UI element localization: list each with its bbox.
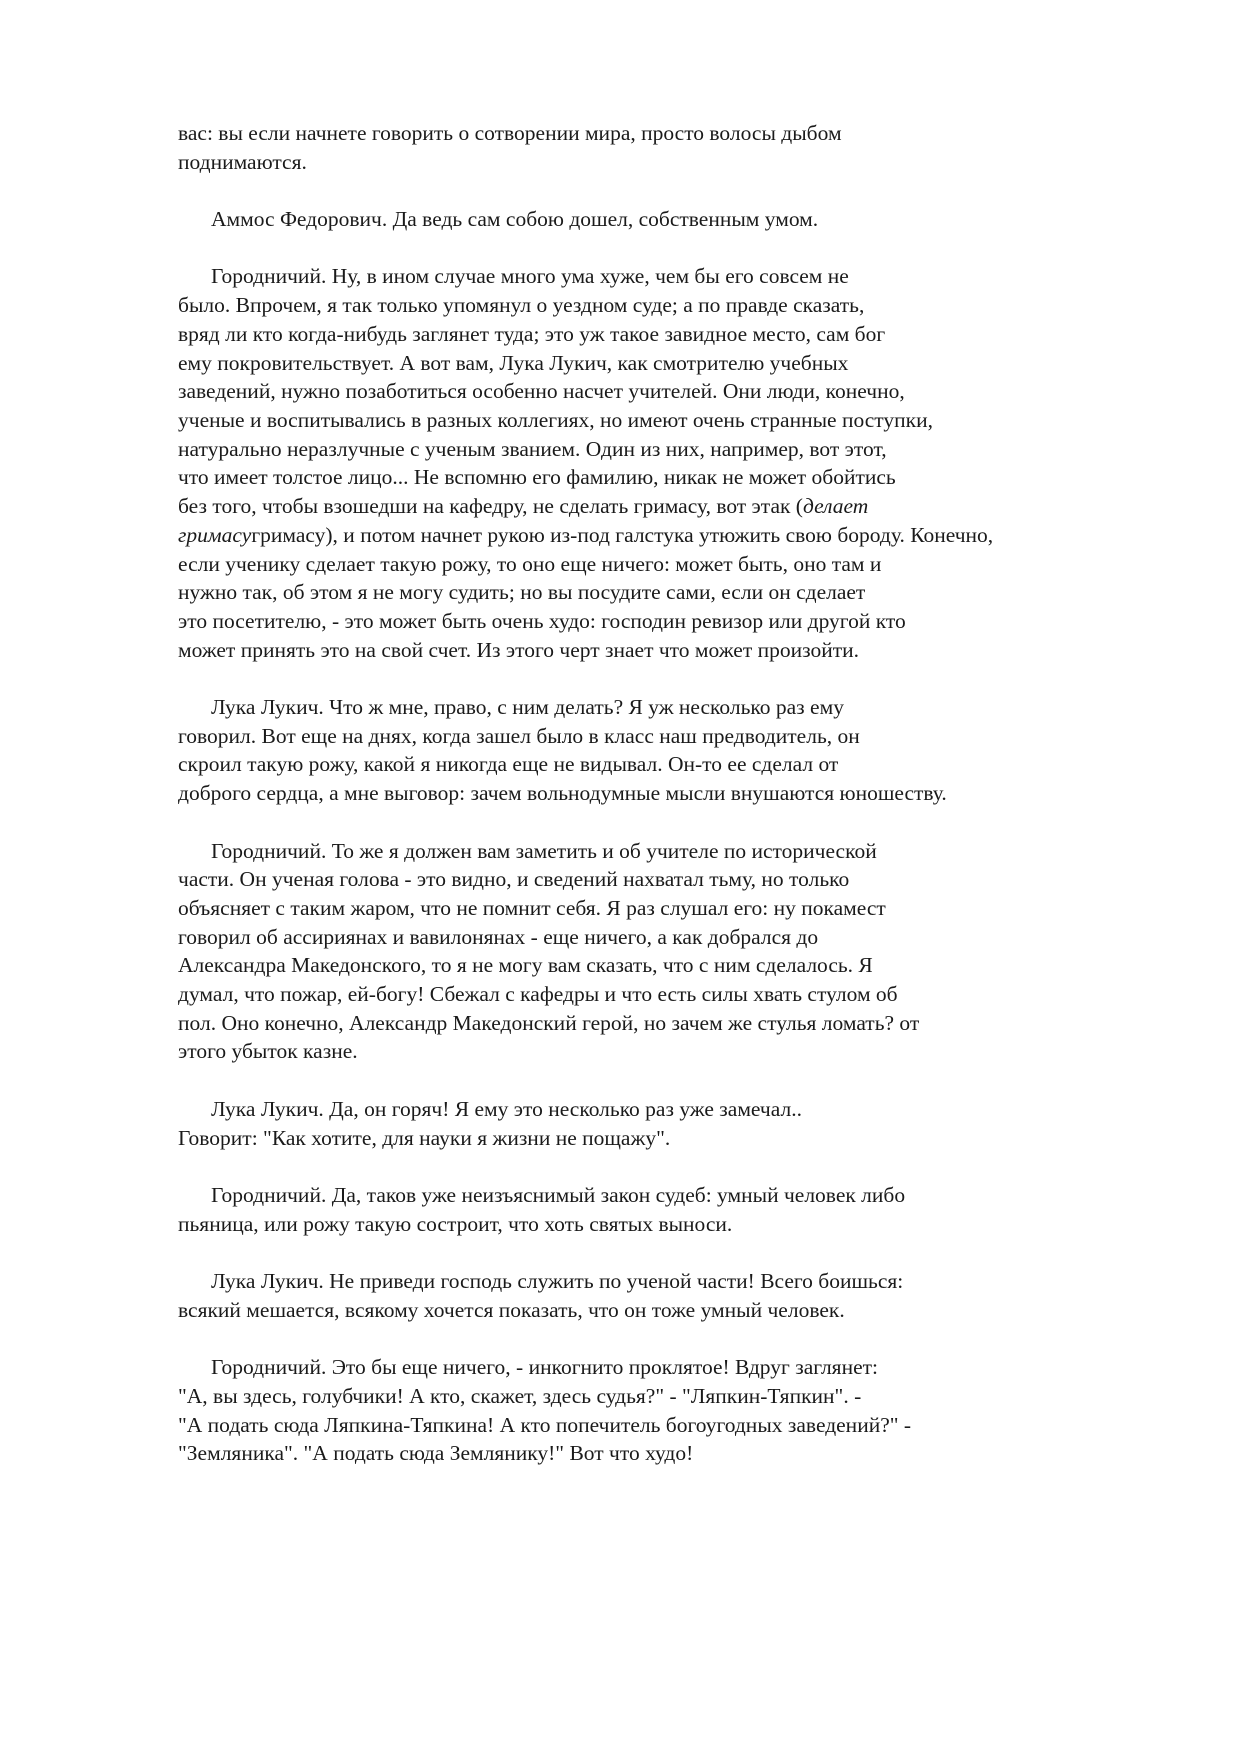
text-line: Городничий. Это бы еще ничего, - инкогнито проклятое! Вдруг заглянет:	[211, 1355, 878, 1380]
paragraph-ammos-fedorovich	[178, 205, 1098, 234]
text-line: Городничий. Ну, в ином случае много ума хуже, чем бы его совсем не	[211, 264, 849, 289]
text-line: вряд ли кто когда-нибудь заглянет туда; это уж такое завидное место, сам бог	[178, 321, 886, 346]
text-line: скроил такую рожу, какой я никогда еще не видывал. Он-то ее сделал от	[178, 752, 839, 777]
text-line: пол. Оно конечно, Александр Македонский герой, но зачем же стулья ломать? от	[178, 1010, 920, 1035]
document-page	[178, 119, 1098, 1497]
text-line: что имеет толстое лицо... Не вспомню его фамилию, никак не может обойтись	[178, 465, 896, 490]
text-line: нужно так, об этом я не могу судить; но вы посудите сами, если он сделает	[178, 580, 866, 605]
text-line: "Земляника". "А подать сюда Землянику!" Вот что худо!	[178, 1441, 694, 1466]
text-line: "А, вы здесь, голубчики! А кто, скажет, здесь судья?" - "Ляпкин-Тяпкин". -	[178, 1383, 862, 1408]
text-line: ему покровительствует. А вот вам, Лука Лукич, как смотрителю учебных	[178, 350, 849, 375]
text-line: может принять это на свой счет. Из этого черт знает что может произойти.	[178, 637, 860, 662]
text-line: Лука Лукич. Да, он горяч! Я ему это несколько раз уже замечал..	[211, 1096, 802, 1121]
text-line: думал, что пожар, ей-богу! Сбежал с кафедры и что есть силы хвать стулом об	[178, 982, 898, 1007]
paragraph-luka-lukich-1	[178, 693, 1098, 808]
text-line: всякий мешается, всякому хочется показать, что он тоже умный человек.	[178, 1297, 845, 1322]
text-line: Аммос Федорович. Да ведь сам собою дошел, собственным умом.	[211, 207, 819, 232]
paragraph-gorodnichiy-4	[178, 1353, 1098, 1468]
text-line: поднимаются.	[178, 149, 307, 174]
text-line: ученые и воспитывались в разных коллегиях, но имеют очень странные поступки,	[178, 408, 933, 432]
stage-direction: делает	[802, 494, 869, 519]
text-line: Лука Лукич. Не приведи господь служить по ученой части! Всего боишься:	[211, 1269, 904, 1294]
text-line: Городничий. Да, таков уже неизъяснимый закон судеб: умный человек либо	[211, 1182, 906, 1207]
text-line: доброго сердца, а мне выговор: зачем вольнодумные мысли внушаются юношеству.	[178, 781, 947, 806]
paragraph-luka-lukich-2	[178, 1095, 1098, 1152]
text-line: пьяница, или рожу такую состроит, что хоть святых выноси.	[178, 1211, 733, 1236]
text-line: части. Он ученая голова - это видно, и сведений нахватал тьму, но только	[178, 867, 850, 892]
text-line: натурально неразлучные с ученым званием. Один из них, например, вот этот,	[178, 436, 887, 461]
paragraph-gorodnichiy-2	[178, 837, 1098, 1067]
text-line: Александра Македонского, то я не могу вам сказать, что с ним сделалось. Я	[178, 953, 873, 978]
text-line-with-stage-direction	[178, 492, 1098, 521]
text-line: это посетителю, - это может быть очень худо: господин ревизор или другой кто	[178, 608, 906, 633]
text-line: "А подать сюда Ляпкина-Тяпкина! А кто попечитель богоугодных заведений?" -	[178, 1412, 912, 1437]
paragraph-gorodnichiy-1	[178, 262, 1098, 664]
text-line: было. Впрочем, я так только упомянул о уездном суде; а по правде сказать,	[178, 293, 865, 318]
paragraph-luka-lukich-3	[178, 1267, 1098, 1324]
text-line: объясняет с таким жаром, что не помнит себя. Я раз слушал его: ну покамест	[178, 895, 886, 920]
text-line: если ученику сделает такую рожу, то оно еще ничего: может быть, оно там и	[178, 551, 882, 576]
paragraph-gorodnichiy-3	[178, 1181, 1098, 1238]
text-fragment: без того, чтобы взошедши на кафедру, не сделать гримасу, вот этак (	[178, 494, 803, 519]
stage-direction: гримасу	[178, 522, 252, 547]
text-line: говорил. Вот еще на днях, когда зашел было в класс наш предводитель, он	[178, 723, 860, 748]
text-fragment: гримасу), и потом начнет рукою из-под галстука утюжить свою бороду. Конечно,	[251, 522, 994, 547]
text-line: этого убыток казне.	[178, 1039, 358, 1064]
text-line-with-stage-direction	[178, 521, 1098, 550]
text-line: Лука Лукич. Что ж мне, право, с ним делать? Я уж несколько раз ему	[211, 695, 844, 720]
text-line: говорил об ассириянах и вавилонянах - еще ничего, а как добрался до	[178, 924, 819, 949]
text-line: Говорит: "Как хотите, для науки я жизни не пощажу".	[178, 1125, 671, 1150]
paragraph-continuation	[178, 119, 1098, 176]
text-line: заведений, нужно позаботиться особенно насчет учителей. Они люди, конечно,	[178, 379, 905, 404]
text-line: Городничий. То же я должен вам заметить и об учителе по исторической	[211, 838, 877, 863]
text-line: вас: вы если начнете говорить о сотворении мира, просто волосы дыбом	[178, 121, 842, 145]
